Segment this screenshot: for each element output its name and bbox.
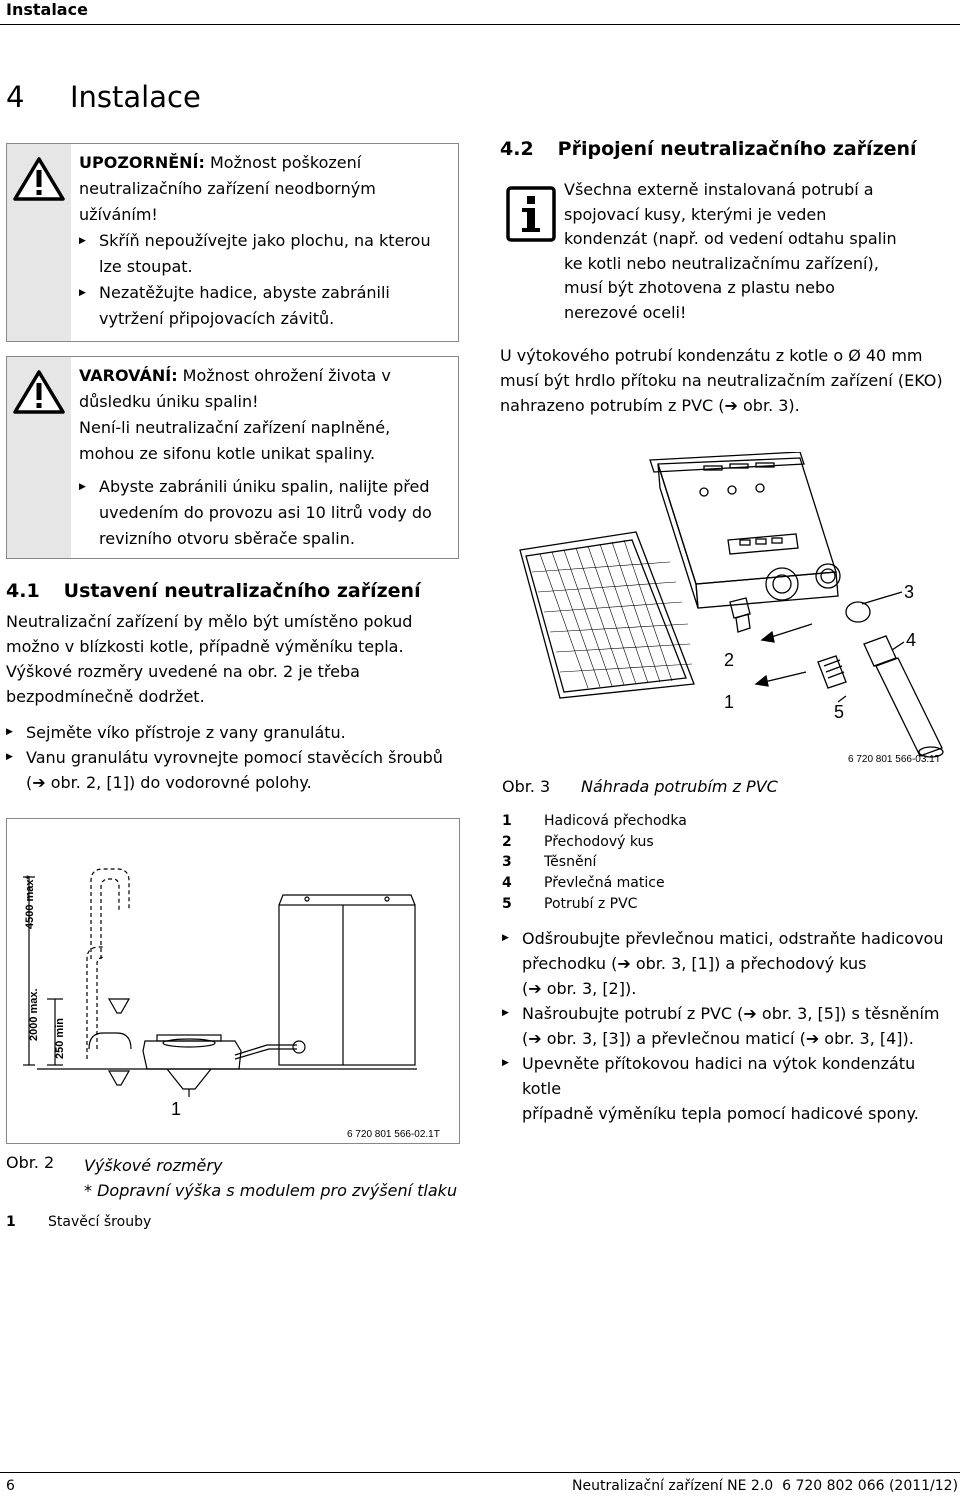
instruction-list xyxy=(6,720,466,795)
section-title: Připojení neutralizačního zařízení xyxy=(557,138,917,160)
bullet-line: ▶ Sejměte víko přístroje z vany granulátu. xyxy=(26,723,346,742)
info-box xyxy=(500,170,955,325)
text-line: Výškové rozměry uvedené na obr. 2 je třeba xyxy=(6,662,360,681)
warning-triangle-icon xyxy=(13,369,65,415)
bullet-line: ▶ Skříň nepoužívejte jako plochu, na kterou xyxy=(99,231,431,250)
legend-text: Potrubí z PVC xyxy=(544,895,638,912)
callout-2: 2 xyxy=(724,650,735,670)
chapter-heading xyxy=(6,80,201,114)
warning-text: Možnost poškození xyxy=(204,153,362,172)
warning-text: neutralizačního zařízení neodborným xyxy=(79,179,376,198)
bullet-line: lze stoupat. xyxy=(99,257,193,276)
bullet-line: ▶ Abyste zabránili úniku spalin, nalijte před xyxy=(99,477,430,496)
callout-3: 3 xyxy=(904,582,915,602)
bullet-line: ▶ Upevněte přítokovou hadici na výtok kondenzátu kotle xyxy=(522,1054,916,1098)
doc-title: Neutralizační zařízení NE 2.0 xyxy=(572,1478,774,1494)
bullet-line: případně výměníku tepla pomocí hadicové spony. xyxy=(522,1104,919,1123)
text-line: nahrazeno potrubím z PVC (➔ obr. 3). xyxy=(500,396,800,415)
legend-text: Stavěcí šrouby xyxy=(48,1214,152,1230)
step-bullet xyxy=(502,926,958,1001)
figure-2-code: 6 720 801 566-02.1T xyxy=(347,1129,440,1140)
legend-text: Převlečná matice xyxy=(544,875,665,892)
section-number: 4.1 xyxy=(6,580,40,602)
warning-body xyxy=(71,357,458,558)
text-line: nerezové oceli! xyxy=(564,302,687,322)
figure-3-caption-text xyxy=(581,777,778,796)
figure-3-caption xyxy=(502,777,550,796)
caption-number: Obr. 2 xyxy=(6,1153,55,1172)
instruction-bullet xyxy=(6,745,466,795)
warning-title: UPOZORNĚNÍ: xyxy=(79,153,205,172)
bullet-line: vytržení připojovacích závitů. xyxy=(99,309,335,328)
figure-3-legend xyxy=(502,811,687,915)
legend-row xyxy=(502,894,687,915)
section-title: Ustavení neutralizačního zařízení xyxy=(63,580,421,602)
warning-text: důsledku úniku spalin! xyxy=(79,392,259,411)
warning-bullet xyxy=(79,280,450,332)
figure-2-caption-text xyxy=(84,1153,457,1203)
header-rule xyxy=(0,24,960,25)
section-paragraph xyxy=(6,609,456,709)
section-number: 4.2 xyxy=(500,138,534,160)
legend-number: 3 xyxy=(502,854,512,871)
figure-3-drawing-area xyxy=(500,452,956,770)
legend-row xyxy=(502,811,687,832)
text-line: musí být hrdlo přítoku na neutralizačním zařízení (EKO) xyxy=(500,371,943,390)
bullet-line: ▶ Nezatěžujte hadice, abyste zabránili xyxy=(99,283,390,302)
bullet-line: přechodku (➔ obr. 3, [1]) a přechodový kus xyxy=(522,954,867,973)
bullet-line: ▶ Našroubujte potrubí z PVC (➔ obr. 3, [5]) s těsněním xyxy=(522,1004,940,1023)
bullet-line: ▶ Odšroubujte převlečnou matici, odstraňte hadicovou xyxy=(522,929,944,948)
legend-text: Přechodový kus xyxy=(544,833,654,850)
callout-5: 5 xyxy=(834,702,845,722)
text-line: kondenzát (např. od vedení odtahu spalin xyxy=(564,229,897,248)
step-bullet xyxy=(502,1051,958,1126)
footer-rule xyxy=(0,1472,960,1473)
legend-text: Těsnění xyxy=(544,854,597,871)
caption-number: Obr. 3 xyxy=(502,777,551,796)
text-line: bezpodmínečně dodržet. xyxy=(6,687,205,706)
bullet-line: ▶ Vanu granulátu vyrovnejte pomocí stavěcích šroubů xyxy=(26,748,443,767)
text-line: ke kotli nebo neutralizačnímu zařízení), xyxy=(564,253,879,273)
figure-3-drawing xyxy=(500,452,956,770)
warning-text: Není-li neutralizační zařízení naplněné, xyxy=(79,418,391,437)
warning-text: užíváním! xyxy=(79,205,158,224)
section-heading-4-1 xyxy=(6,580,421,602)
legend-number: 4 xyxy=(502,875,512,892)
figure-2-frame xyxy=(6,818,460,1144)
warning-bullet xyxy=(79,228,450,280)
text-line: možno v blízkosti kotle, případně výměníku tepla. xyxy=(6,637,404,656)
legend-number: 1 xyxy=(6,1214,16,1230)
instruction-bullet xyxy=(6,720,466,745)
warning-title: VAROVÁNÍ: xyxy=(79,366,178,385)
warning-box-caution xyxy=(6,143,459,342)
text-line: musí být zhotovena z plastu nebo xyxy=(564,278,835,297)
bullet-line: revizního otvoru sběrače spalin. xyxy=(99,529,355,548)
warning-text: mohou ze sifonu kotle unikat spaliny. xyxy=(79,444,376,463)
caption-title: Náhrada potrubím z PVC xyxy=(581,777,778,796)
warning-side xyxy=(7,357,71,558)
info-icon xyxy=(506,186,556,242)
dim-2000-label: 2000 max. xyxy=(28,988,40,1041)
text-line: Všechna externě instalovaná potrubí a xyxy=(564,180,874,199)
footer-doc-title xyxy=(572,1478,958,1494)
bullet-line: (➔ obr. 2, [1]) do vodorovné polohy. xyxy=(26,773,312,792)
warning-triangle-icon xyxy=(13,156,65,202)
figure-3-code: 6 720 801 566-03.1T xyxy=(848,754,941,765)
legend-text: Hadicová přechodka xyxy=(544,813,687,829)
bullet-line: (➔ obr. 3, [2]). xyxy=(522,979,637,998)
warning-side xyxy=(7,144,71,341)
section-paragraph xyxy=(500,343,956,418)
figure-2-caption xyxy=(6,1153,54,1172)
info-body xyxy=(564,170,955,325)
info-side xyxy=(500,170,564,325)
legend-row xyxy=(502,873,687,894)
chapter-title: Instalace xyxy=(70,80,201,114)
legend-number: 2 xyxy=(502,833,512,850)
warning-body xyxy=(71,144,458,341)
warning-text: Možnost ohrožení života v xyxy=(177,366,391,385)
doc-code: 6 720 802 066 (2011/12) xyxy=(782,1478,959,1494)
step-list xyxy=(502,926,958,1126)
caption-note: * Dopravní výška s modulem pro zvýšení tlaku xyxy=(84,1181,458,1200)
dim-250-label: 250 min xyxy=(54,1018,66,1059)
text-line: spojovací kusy, kterými je veden xyxy=(564,204,827,224)
legend-row xyxy=(502,832,687,853)
callout-1: 1 xyxy=(724,692,735,712)
figure-2-drawing xyxy=(7,819,459,1143)
legend-number: 1 xyxy=(502,813,512,829)
bullet-line: uvedením do provozu asi 10 litrů vody do xyxy=(99,503,432,522)
text-line: U výtokového potrubí kondenzátu z kotle o Ø 40 mm xyxy=(500,346,923,365)
section-heading-4-2 xyxy=(500,138,917,160)
step-bullet xyxy=(502,1001,958,1051)
callout-4: 4 xyxy=(906,630,917,650)
legend-row xyxy=(502,852,687,873)
text-line: Neutralizační zařízení by mělo být umístěno pokud xyxy=(6,612,413,631)
chapter-number: 4 xyxy=(6,80,25,114)
warning-bullet xyxy=(79,474,450,552)
running-header: Instalace xyxy=(6,0,88,19)
figure-2-legend xyxy=(6,1212,151,1233)
bullet-line: (➔ obr. 3, [3]) a převlečnou maticí (➔ obr. 3, [4]). xyxy=(522,1029,914,1048)
legend-number: 5 xyxy=(502,895,512,912)
dim-4500-label: 4500 max* xyxy=(24,875,36,929)
callout-1: 1 xyxy=(171,1099,182,1119)
page-number: 6 xyxy=(6,1478,15,1494)
caption-title: Výškové rozměry xyxy=(84,1156,223,1175)
warning-box-danger xyxy=(6,356,459,559)
